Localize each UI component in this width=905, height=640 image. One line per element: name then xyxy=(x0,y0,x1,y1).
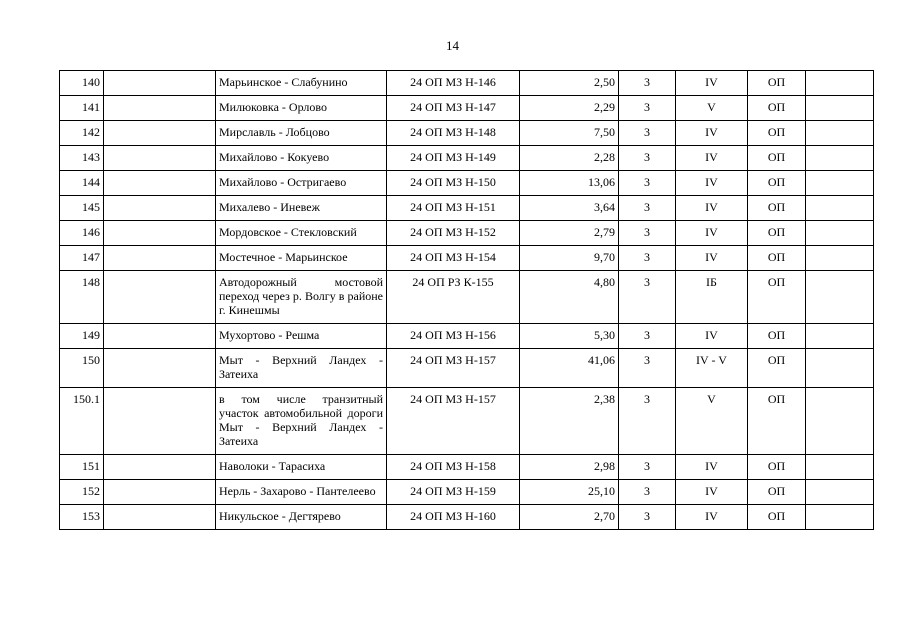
road-name-cell: Милюковка - Орлово xyxy=(216,96,387,121)
blank-cell xyxy=(806,455,874,480)
type-cell: ОП xyxy=(748,349,806,388)
road-id-cell: 24 ОП МЗ Н-148 xyxy=(387,121,520,146)
category-cell: IV xyxy=(676,246,748,271)
category-cell: IV xyxy=(676,146,748,171)
length-cell: 41,06 xyxy=(520,349,619,388)
blank-cell xyxy=(104,221,216,246)
road-id-cell: 24 ОП МЗ Н-146 xyxy=(387,71,520,96)
type-cell: ОП xyxy=(748,324,806,349)
road-name-cell: Мухортово - Решма xyxy=(216,324,387,349)
road-name-cell: в том числе транзитный участок автомобильной дороги Мыт - Верхний Ландех - Затеиха xyxy=(216,388,387,455)
class-cell: 3 xyxy=(619,221,676,246)
category-cell: IV - V xyxy=(676,349,748,388)
category-cell: IV xyxy=(676,71,748,96)
type-cell: ОП xyxy=(748,96,806,121)
type-cell: ОП xyxy=(748,121,806,146)
type-cell: ОП xyxy=(748,221,806,246)
table-row xyxy=(60,171,874,196)
class-cell: 3 xyxy=(619,71,676,96)
table-row xyxy=(60,480,874,505)
class-cell: 3 xyxy=(619,96,676,121)
category-cell: IV xyxy=(676,505,748,530)
road-id-cell: 24 ОП МЗ Н-151 xyxy=(387,196,520,221)
table-row xyxy=(60,96,874,121)
road-id-cell: 24 ОП МЗ Н-158 xyxy=(387,455,520,480)
row-number-cell: 152 xyxy=(60,480,104,505)
table-row xyxy=(60,246,874,271)
road-id-cell: 24 ОП МЗ Н-147 xyxy=(387,96,520,121)
category-cell: IV xyxy=(676,324,748,349)
category-cell: IV xyxy=(676,196,748,221)
row-number-cell: 143 xyxy=(60,146,104,171)
type-cell: ОП xyxy=(748,505,806,530)
blank-cell xyxy=(806,480,874,505)
table-row xyxy=(60,221,874,246)
category-cell: IV xyxy=(676,480,748,505)
type-cell: ОП xyxy=(748,455,806,480)
row-number-cell: 141 xyxy=(60,96,104,121)
class-cell: 3 xyxy=(619,388,676,455)
table-row xyxy=(60,146,874,171)
blank-cell xyxy=(806,505,874,530)
blank-cell xyxy=(806,388,874,455)
length-cell: 2,79 xyxy=(520,221,619,246)
road-name-cell: Мостечное - Марьинское xyxy=(216,246,387,271)
road-name-cell: Никульское - Дегтярево xyxy=(216,505,387,530)
category-cell: IV xyxy=(676,121,748,146)
row-number-cell: 140 xyxy=(60,71,104,96)
row-number-cell: 142 xyxy=(60,121,104,146)
blank-cell xyxy=(104,480,216,505)
road-name-cell: Михайлово - Кокуево xyxy=(216,146,387,171)
blank-cell xyxy=(104,246,216,271)
length-cell: 2,50 xyxy=(520,71,619,96)
row-number-cell: 153 xyxy=(60,505,104,530)
length-cell: 2,98 xyxy=(520,455,619,480)
table-body xyxy=(60,71,874,530)
table-row xyxy=(60,505,874,530)
blank-cell xyxy=(806,171,874,196)
blank-cell xyxy=(806,324,874,349)
road-id-cell: 24 ОП МЗ Н-152 xyxy=(387,221,520,246)
row-number-cell: 148 xyxy=(60,271,104,324)
table-row xyxy=(60,324,874,349)
table-row xyxy=(60,121,874,146)
row-number-cell: 145 xyxy=(60,196,104,221)
blank-cell xyxy=(806,146,874,171)
class-cell: 3 xyxy=(619,121,676,146)
class-cell: 3 xyxy=(619,196,676,221)
type-cell: ОП xyxy=(748,171,806,196)
row-number-cell: 150 xyxy=(60,349,104,388)
road-id-cell: 24 ОП РЗ К-155 xyxy=(387,271,520,324)
length-cell: 2,28 xyxy=(520,146,619,171)
road-name-cell: Наволоки - Тарасиха xyxy=(216,455,387,480)
row-number-cell: 146 xyxy=(60,221,104,246)
road-id-cell: 24 ОП МЗ Н-157 xyxy=(387,349,520,388)
class-cell: 3 xyxy=(619,505,676,530)
blank-cell xyxy=(806,121,874,146)
blank-cell xyxy=(104,455,216,480)
class-cell: 3 xyxy=(619,349,676,388)
blank-cell xyxy=(104,271,216,324)
road-id-cell: 24 ОП МЗ Н-150 xyxy=(387,171,520,196)
row-number-cell: 151 xyxy=(60,455,104,480)
road-name-cell: Автодорожный мостовой переход через р. Волгу в районе г. Кинешмы xyxy=(216,271,387,324)
blank-cell xyxy=(104,96,216,121)
type-cell: ОП xyxy=(748,196,806,221)
category-cell: IV xyxy=(676,221,748,246)
category-cell: IV xyxy=(676,455,748,480)
type-cell: ОП xyxy=(748,271,806,324)
length-cell: 9,70 xyxy=(520,246,619,271)
blank-cell xyxy=(104,196,216,221)
blank-cell xyxy=(104,388,216,455)
row-number-cell: 149 xyxy=(60,324,104,349)
type-cell: ОП xyxy=(748,480,806,505)
blank-cell xyxy=(104,505,216,530)
category-cell: IБ xyxy=(676,271,748,324)
length-cell: 3,64 xyxy=(520,196,619,221)
road-id-cell: 24 ОП МЗ Н-156 xyxy=(387,324,520,349)
blank-cell xyxy=(806,96,874,121)
table-row xyxy=(60,349,874,388)
blank-cell xyxy=(104,349,216,388)
blank-cell xyxy=(806,71,874,96)
type-cell: ОП xyxy=(748,388,806,455)
row-number-cell: 144 xyxy=(60,171,104,196)
road-name-cell: Мордовское - Стекловский xyxy=(216,221,387,246)
blank-cell xyxy=(104,71,216,96)
road-name-cell: Михалево - Иневеж xyxy=(216,196,387,221)
road-id-cell: 24 ОП МЗ Н-149 xyxy=(387,146,520,171)
roads-table xyxy=(59,70,874,530)
road-name-cell: Мирславль - Лобцово xyxy=(216,121,387,146)
table-row xyxy=(60,271,874,324)
road-name-cell: Нерль - Захарово - Пантелеево xyxy=(216,480,387,505)
road-id-cell: 24 ОП МЗ Н-154 xyxy=(387,246,520,271)
type-cell: ОП xyxy=(748,246,806,271)
table-row xyxy=(60,196,874,221)
blank-cell xyxy=(104,171,216,196)
blank-cell xyxy=(104,146,216,171)
length-cell: 2,29 xyxy=(520,96,619,121)
length-cell: 2,38 xyxy=(520,388,619,455)
class-cell: 3 xyxy=(619,146,676,171)
length-cell: 5,30 xyxy=(520,324,619,349)
table-row xyxy=(60,388,874,455)
class-cell: 3 xyxy=(619,455,676,480)
table-row xyxy=(60,71,874,96)
blank-cell xyxy=(104,121,216,146)
category-cell: V xyxy=(676,388,748,455)
category-cell: IV xyxy=(676,171,748,196)
class-cell: 3 xyxy=(619,480,676,505)
road-id-cell: 24 ОП МЗ Н-160 xyxy=(387,505,520,530)
row-number-cell: 147 xyxy=(60,246,104,271)
page-number: 14 xyxy=(446,38,459,53)
class-cell: 3 xyxy=(619,271,676,324)
category-cell: V xyxy=(676,96,748,121)
road-name-cell: Михайлово - Остригаево xyxy=(216,171,387,196)
blank-cell xyxy=(806,271,874,324)
length-cell: 13,06 xyxy=(520,171,619,196)
road-name-cell: Марьинское - Слабунино xyxy=(216,71,387,96)
row-number-cell: 150.1 xyxy=(60,388,104,455)
road-name-cell: Мыт - Верхний Ландех - Затеиха xyxy=(216,349,387,388)
length-cell: 25,10 xyxy=(520,480,619,505)
road-id-cell: 24 ОП МЗ Н-157 xyxy=(387,388,520,455)
class-cell: 3 xyxy=(619,324,676,349)
blank-cell xyxy=(806,246,874,271)
blank-cell xyxy=(806,349,874,388)
blank-cell xyxy=(104,324,216,349)
type-cell: ОП xyxy=(748,71,806,96)
length-cell: 4,80 xyxy=(520,271,619,324)
road-id-cell: 24 ОП МЗ Н-159 xyxy=(387,480,520,505)
blank-cell xyxy=(806,196,874,221)
length-cell: 2,70 xyxy=(520,505,619,530)
type-cell: ОП xyxy=(748,146,806,171)
blank-cell xyxy=(806,221,874,246)
length-cell: 7,50 xyxy=(520,121,619,146)
class-cell: 3 xyxy=(619,171,676,196)
table-row xyxy=(60,455,874,480)
class-cell: 3 xyxy=(619,246,676,271)
